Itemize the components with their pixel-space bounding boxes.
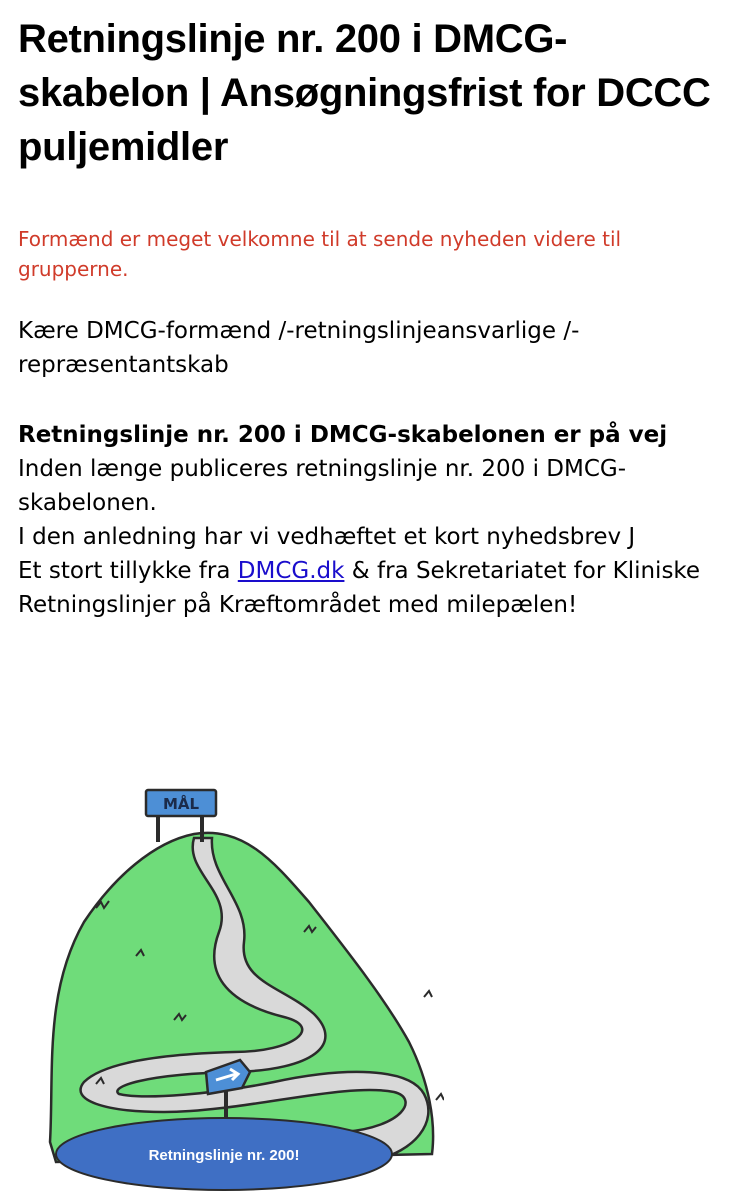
goal-sign-text: MÅL bbox=[162, 795, 200, 813]
banner-text: Retningslinje nr. 200! bbox=[148, 1147, 300, 1164]
congrats-text-after: & fra Sekretariatet for Kliniske Retningslinjer på Kræftområdet med milepælen! bbox=[18, 558, 701, 618]
page-title: Retningslinje nr. 200 i DMCG-skabelon | Ansøgningsfrist for DCCC puljemidler bbox=[18, 17, 711, 169]
grass-tuft bbox=[436, 1094, 444, 1100]
forward-notice: Formænd er meget velkomne til at sende nyheden videre til grupperne. bbox=[18, 227, 622, 281]
milestone-illustration bbox=[44, 782, 444, 1194]
greeting: Kære DMCG-formænd /-retningslinjeansvarlige /-repræsentantskab bbox=[18, 318, 580, 378]
grass-tuft bbox=[424, 991, 432, 997]
news-section bbox=[18, 418, 733, 622]
congrats-text-before: Et stort tillykke fra bbox=[18, 558, 238, 584]
section-heading: Retningslinje nr. 200 i DMCG-skabelonen er på vej bbox=[18, 422, 668, 448]
dmcg-link[interactable]: DMCG.dk bbox=[237, 558, 345, 584]
paragraph-publish: Inden længe publiceres retningslinje nr. 200 i DMCG-skabelonen. bbox=[18, 456, 627, 516]
paragraph-newsletter: I den anledning har vi vedhæftet et kort nyhedsbrev J bbox=[18, 524, 636, 550]
paragraph-congrats bbox=[18, 554, 733, 622]
